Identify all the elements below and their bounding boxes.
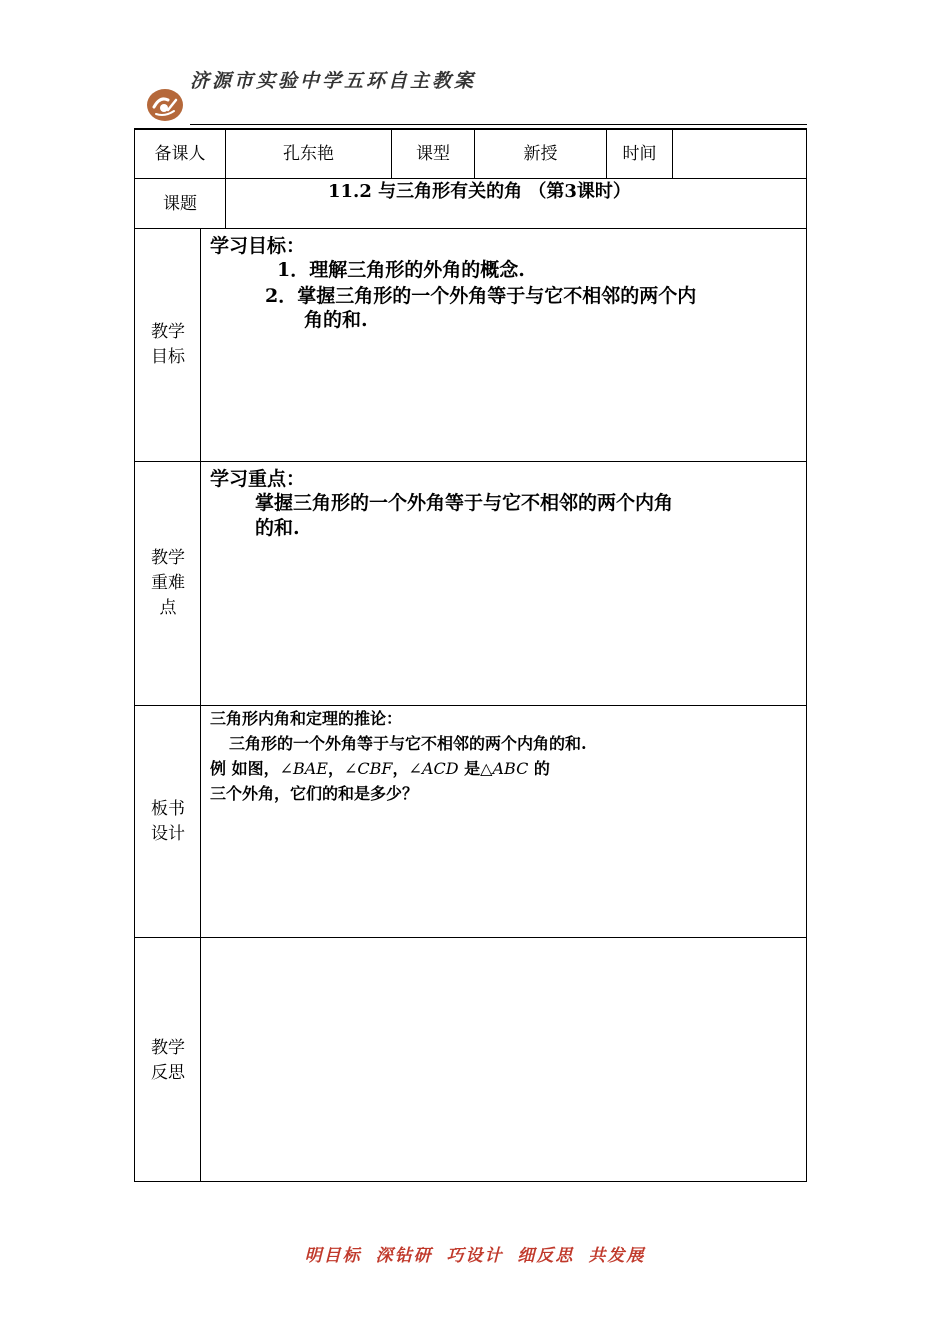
reflection-label-line: 教学 [151, 1038, 185, 1058]
board-corollary-text: 三角形的一个外角等于与它不相邻的两个内角的和. [229, 734, 587, 753]
example-prefix: 例 如图， [210, 759, 280, 778]
school-logo-icon [146, 88, 184, 122]
comma: ， [327, 759, 344, 778]
goal-item: 2．掌握三角形的一个外角等于与它不相邻的两个内 [265, 285, 697, 307]
key-points-label-line: 点 [159, 598, 177, 618]
angle-acd: ∠ACD [408, 759, 459, 778]
key-point-text: 掌握三角形的一个外角等于与它不相邻的两个内角 [255, 492, 674, 514]
time-label: 时间 [622, 144, 657, 164]
board-example-question: 三个外角，它们的和是多少？ [210, 784, 419, 803]
key-points-label-line: 重难 [151, 573, 185, 593]
header-rule [190, 124, 807, 125]
board-label-line: 设计 [151, 824, 185, 844]
topic-value: 11.2 与三角形有关的角 （第3课时） [328, 181, 631, 202]
comma: ， [392, 759, 409, 778]
key-points-label [136, 546, 200, 621]
triangle-abc: ABC [492, 759, 529, 778]
preparer-label: 备课人 [154, 144, 206, 164]
page-header-title: 济源市实验中学五环自主教案 [190, 70, 477, 92]
board-corollary-heading: 三角形内角和定理的推论： [210, 709, 403, 728]
header-rule-thick [134, 128, 807, 130]
preparer-value: 孔东艳 [283, 144, 334, 164]
reflection-label-line: 反思 [151, 1063, 185, 1083]
key-points-heading: 学习重点： [210, 468, 306, 490]
lesson-type-label: 课型 [416, 144, 450, 164]
key-point-text-continuation: 的和. [255, 517, 300, 539]
goal-item: 1．理解三角形的外角的概念. [277, 259, 525, 281]
goals-heading: 学习目标： [210, 235, 306, 257]
example-suffix: 的 [528, 759, 550, 778]
topic-label: 课题 [163, 194, 197, 214]
lesson-type-value: 新授 [523, 144, 558, 164]
reflection-label [136, 1036, 200, 1086]
goal-item-continuation: 角的和. [304, 309, 368, 331]
goals-label [136, 320, 200, 370]
key-points-label-line: 教学 [151, 548, 185, 568]
angle-cbf: ∠CBF [344, 759, 393, 778]
example-mid: 是△ [458, 759, 493, 778]
goals-label-line: 教学 [151, 322, 185, 342]
board-label [136, 797, 200, 847]
board-example-line [210, 758, 550, 780]
board-label-line: 板书 [151, 799, 185, 819]
footer-motto: 明目标 深钻研 巧设计 细反思 共发展 [304, 1246, 646, 1266]
goals-label-line: 目标 [151, 347, 185, 367]
angle-bae: ∠BAE [279, 759, 328, 778]
